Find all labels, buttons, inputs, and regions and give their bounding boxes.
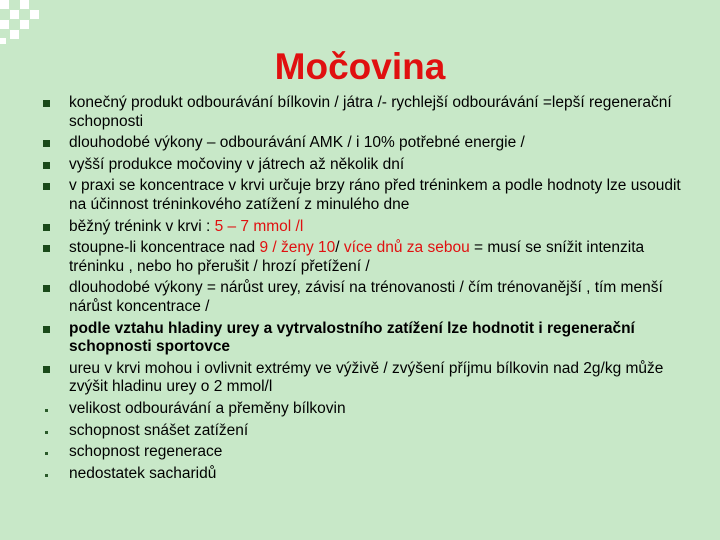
- square-bullet-icon: [43, 183, 50, 190]
- dot-bullet-icon: [45, 409, 48, 412]
- list-item: podle vztahu hladiny urey a vytrvalostního zatížení lze hodnotit i regenerační schopnosti sportovce: [0, 320, 700, 357]
- list-item: vyšší produkce močoviny v játrech až několik dní: [0, 156, 700, 175]
- square-bullet-icon: [43, 162, 50, 169]
- list-item: běžný trénink v krvi : 5 – 7 mmol /l: [0, 218, 700, 237]
- square-bullet-icon: [43, 245, 50, 252]
- list-item: dlouhodobé výkony – odbourávání AMK / i 10% potřebné energie /: [0, 134, 700, 153]
- square-bullet-icon: [43, 285, 50, 292]
- square-bullet-icon: [43, 326, 50, 333]
- dot-bullet-icon: [45, 452, 48, 455]
- highlighted-value: 9 / ženy 10: [259, 239, 336, 257]
- slide-title: Močovina: [274, 46, 446, 87]
- list-item: dlouhodobé výkony = nárůst urey, závisí na trénovanosti / čím trénovanější , tím menší nárůst koncentrace /: [0, 279, 700, 316]
- square-bullet-icon: [43, 366, 50, 373]
- square-bullet-icon: [43, 100, 50, 107]
- list-item: schopnost snášet zatížení: [0, 422, 700, 441]
- list-item: velikost odbourávání a přeměny bílkovin: [0, 400, 700, 419]
- list-item: konečný produkt odbourávání bílkovin / játra /- rychlejší odbourávání =lepší regenerační schopnosti: [0, 94, 700, 131]
- highlighted-text: více dnů za sebou: [343, 239, 470, 257]
- list-item: stoupne-li koncentrace nad 9 / ženy 10/ více dnů za sebou = musí se snížit intenzita tréninku , nebo ho přerušit / hrozí přetížení /: [0, 239, 700, 276]
- list-item: nedostatek sacharidů: [0, 465, 700, 484]
- list-item: schopnost regenerace: [0, 443, 700, 462]
- dot-bullet-icon: [45, 474, 48, 477]
- bullet-list: [0, 94, 700, 486]
- dot-bullet-icon: [45, 431, 48, 434]
- list-item: ureu v krvi mohou i ovlivnit extrémy ve výživě / zvýšení příjmu bílkovin nad 2g/kg může zvýšit hladinu urey o 2 mmol/l: [0, 360, 700, 397]
- square-bullet-icon: [43, 140, 50, 147]
- square-bullet-icon: [43, 224, 50, 231]
- highlighted-value: 5 – 7 mmol /l: [214, 217, 304, 235]
- corner-decoration: [0, 0, 50, 48]
- list-item: v praxi se koncentrace v krvi určuje brzy ráno před tréninkem a podle hodnoty lze usoudit na účinnost tréninkového zatížení z minulého dne: [0, 177, 700, 214]
